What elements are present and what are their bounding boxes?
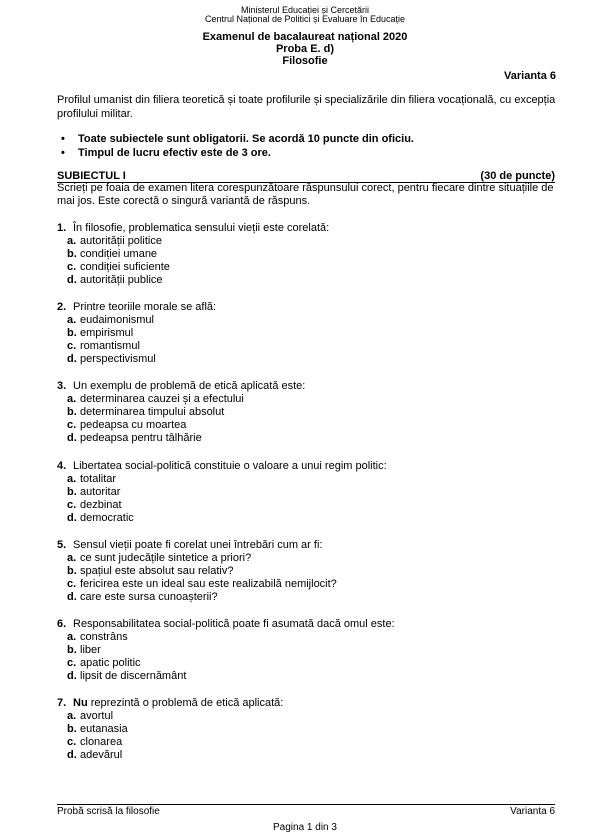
- option-text: democratic: [80, 511, 134, 524]
- question-number: 7.: [57, 697, 67, 709]
- option-text: clonarea: [80, 735, 123, 748]
- rule-item: [57, 146, 557, 160]
- option-letter: a.: [67, 472, 77, 485]
- variant-label: Varianta 6: [504, 70, 556, 82]
- answer-option: [57, 552, 557, 565]
- rule-item: [57, 132, 557, 146]
- question-stem: [57, 697, 557, 710]
- option-text: autoritar: [80, 485, 121, 498]
- question-text: Responsabilitatea social-politică poate fi asumată dacă omul este:: [73, 618, 395, 630]
- answer-option: [57, 565, 557, 578]
- answer-option: [57, 235, 557, 248]
- answer-option: [57, 486, 557, 499]
- bullet-icon: •: [61, 147, 65, 159]
- question-stem: [57, 380, 557, 393]
- option-letter: d.: [67, 748, 77, 761]
- question-number: 1.: [57, 222, 67, 234]
- option-text: dezbinat: [80, 498, 122, 511]
- answer-option: [57, 419, 557, 432]
- question-3: [57, 380, 557, 445]
- option-text: empirismul: [80, 326, 134, 339]
- option-letter: b.: [67, 326, 77, 339]
- option-letter: b.: [67, 485, 77, 498]
- footer-variant: Varianta 6: [510, 806, 555, 817]
- section-points: (30 de puncte): [480, 170, 555, 182]
- option-letter: b.: [67, 643, 77, 656]
- footer-exam-label: Probă scrisă la filosofie: [57, 806, 160, 817]
- option-text: romantismul: [80, 339, 140, 352]
- option-letter: c.: [67, 735, 77, 748]
- answer-option: [57, 512, 557, 525]
- option-letter: c.: [67, 656, 77, 669]
- question-stem: [57, 539, 557, 552]
- option-letter: d.: [67, 590, 77, 603]
- answer-option: [57, 393, 557, 406]
- question-stem: [57, 618, 557, 631]
- question-stem: [57, 301, 557, 314]
- answer-option: [57, 327, 557, 340]
- option-letter: a.: [67, 392, 77, 405]
- question-number: 3.: [57, 380, 67, 392]
- option-text: determinarea timpului absolut: [80, 405, 225, 418]
- question-1: [57, 222, 557, 287]
- profile-intro: Profilul umanist din filiera teoretică și toate profilurile și specializările din filiera vocațională, cu excepția profilului militar.: [57, 94, 556, 120]
- section-instructions: Scrieți pe foaia de examen litera corespunzătoare răspunsului corect, pentru fiecare dintre situațiile de mai jos. Este corectă o singură variantă de răspuns.: [57, 182, 554, 207]
- answer-option: [57, 406, 557, 419]
- option-text: fericirea este un ideal sau este realizabilă nemijlocit?: [80, 577, 337, 590]
- option-text: perspectivismul: [80, 352, 156, 365]
- option-letter: a.: [67, 234, 77, 247]
- answer-option: [57, 578, 557, 591]
- answer-option: [57, 353, 557, 366]
- exam-subject: Filosofie: [282, 55, 328, 67]
- answer-option: [57, 670, 557, 683]
- question-number: 2.: [57, 301, 67, 313]
- option-text: spațiul este absolut sau relativ?: [80, 564, 234, 577]
- option-text: eutanasia: [80, 722, 128, 735]
- option-letter: c.: [67, 418, 77, 431]
- question-number: 4.: [57, 460, 67, 472]
- bullet-icon: •: [61, 133, 65, 145]
- question-stem: [57, 460, 557, 473]
- option-text: autorității politice: [80, 234, 162, 247]
- question-text: reprezintă o problemă de etică aplicată:: [90, 697, 284, 709]
- option-letter: b.: [67, 247, 77, 260]
- answer-option: [57, 473, 557, 486]
- question-text: Un exemplu de problemă de etică aplicată este:: [73, 380, 306, 392]
- answer-option: [57, 723, 557, 736]
- option-letter: c.: [67, 577, 77, 590]
- option-text: ce sunt judecățile sintetice a priori?: [80, 551, 252, 564]
- option-letter: d.: [67, 431, 77, 444]
- ministry-header: Ministerul Educației și Cercetării: [240, 5, 370, 15]
- answer-option: [57, 736, 557, 749]
- answer-option: [57, 749, 557, 762]
- option-letter: a.: [67, 709, 77, 722]
- section-title: SUBIECTUL I: [57, 170, 126, 182]
- rules-list: [57, 132, 557, 160]
- answer-option: [57, 591, 557, 604]
- option-letter: d.: [67, 273, 77, 286]
- question-6: [57, 618, 557, 683]
- question-5: [57, 539, 557, 604]
- option-letter: a.: [67, 313, 77, 326]
- option-letter: b.: [67, 564, 77, 577]
- option-letter: c.: [67, 339, 77, 352]
- answer-option: [57, 274, 557, 287]
- exam-title: Examenul de bacalaureat național 2020: [202, 31, 408, 43]
- answer-option: [57, 499, 557, 512]
- question-number: 6.: [57, 618, 67, 630]
- option-letter: c.: [67, 260, 77, 273]
- answer-option: [57, 261, 557, 274]
- answer-option: [57, 432, 557, 445]
- option-text: liber: [80, 643, 101, 656]
- option-text: pedeapsa cu moartea: [80, 418, 187, 431]
- answer-option: [57, 631, 557, 644]
- option-text: avortul: [80, 709, 114, 722]
- option-letter: c.: [67, 498, 77, 511]
- answer-option: [57, 314, 557, 327]
- question-text: Sensul vieții poate fi corelat unei întrebări cum ar fi:: [73, 539, 323, 551]
- question-text: Libertatea social-politică constituie o valoare a unui regim politic:: [73, 460, 387, 472]
- center-header: Centrul Național de Politici și Evaluare în Educație: [204, 14, 406, 24]
- option-letter: a.: [67, 630, 77, 643]
- exam-proba: Proba E. d): [275, 43, 335, 55]
- option-letter: a.: [67, 551, 77, 564]
- option-text: condiției suficiente: [80, 260, 170, 273]
- answer-option: [57, 710, 557, 723]
- question-stem: [57, 222, 557, 235]
- rule-text: Toate subiectele sunt obligatorii. Se acordă 10 puncte din oficiu.: [78, 133, 414, 145]
- answer-option: [57, 644, 557, 657]
- question-4: [57, 460, 557, 525]
- question-text: Printre teoriile morale se află:: [73, 301, 217, 313]
- answer-option: [57, 657, 557, 670]
- footer-divider: [57, 804, 555, 805]
- rule-text: Timpul de lucru efectiv este de 3 ore.: [78, 147, 271, 159]
- option-text: autorității publice: [80, 273, 163, 286]
- option-letter: d.: [67, 352, 77, 365]
- option-letter: d.: [67, 669, 77, 682]
- option-letter: b.: [67, 405, 77, 418]
- page-number: Pagina 1 din 3: [273, 822, 337, 833]
- answer-option: [57, 340, 557, 353]
- option-letter: b.: [67, 722, 77, 735]
- answer-option: [57, 248, 557, 261]
- option-text: adevărul: [80, 748, 123, 761]
- option-text: constrâns: [80, 630, 128, 643]
- question-7: [57, 697, 557, 762]
- option-text: apatic politic: [80, 656, 141, 669]
- question-negation: Nu: [73, 697, 88, 709]
- option-text: eudaimonismul: [80, 313, 154, 326]
- option-letter: d.: [67, 511, 77, 524]
- option-text: lipsit de discernământ: [80, 669, 187, 682]
- question-text: În filosofie, problematica sensului vieții este corelată:: [73, 222, 330, 234]
- option-text: totalitar: [80, 472, 117, 485]
- option-text: condiției umane: [80, 247, 158, 260]
- question-2: [57, 301, 557, 366]
- question-number: 5.: [57, 539, 67, 551]
- option-text: determinarea cauzei și a efectului: [80, 392, 244, 405]
- option-text: care este sursa cunoașterii?: [80, 590, 218, 603]
- option-text: pedeapsa pentru tâlhărie: [80, 431, 202, 444]
